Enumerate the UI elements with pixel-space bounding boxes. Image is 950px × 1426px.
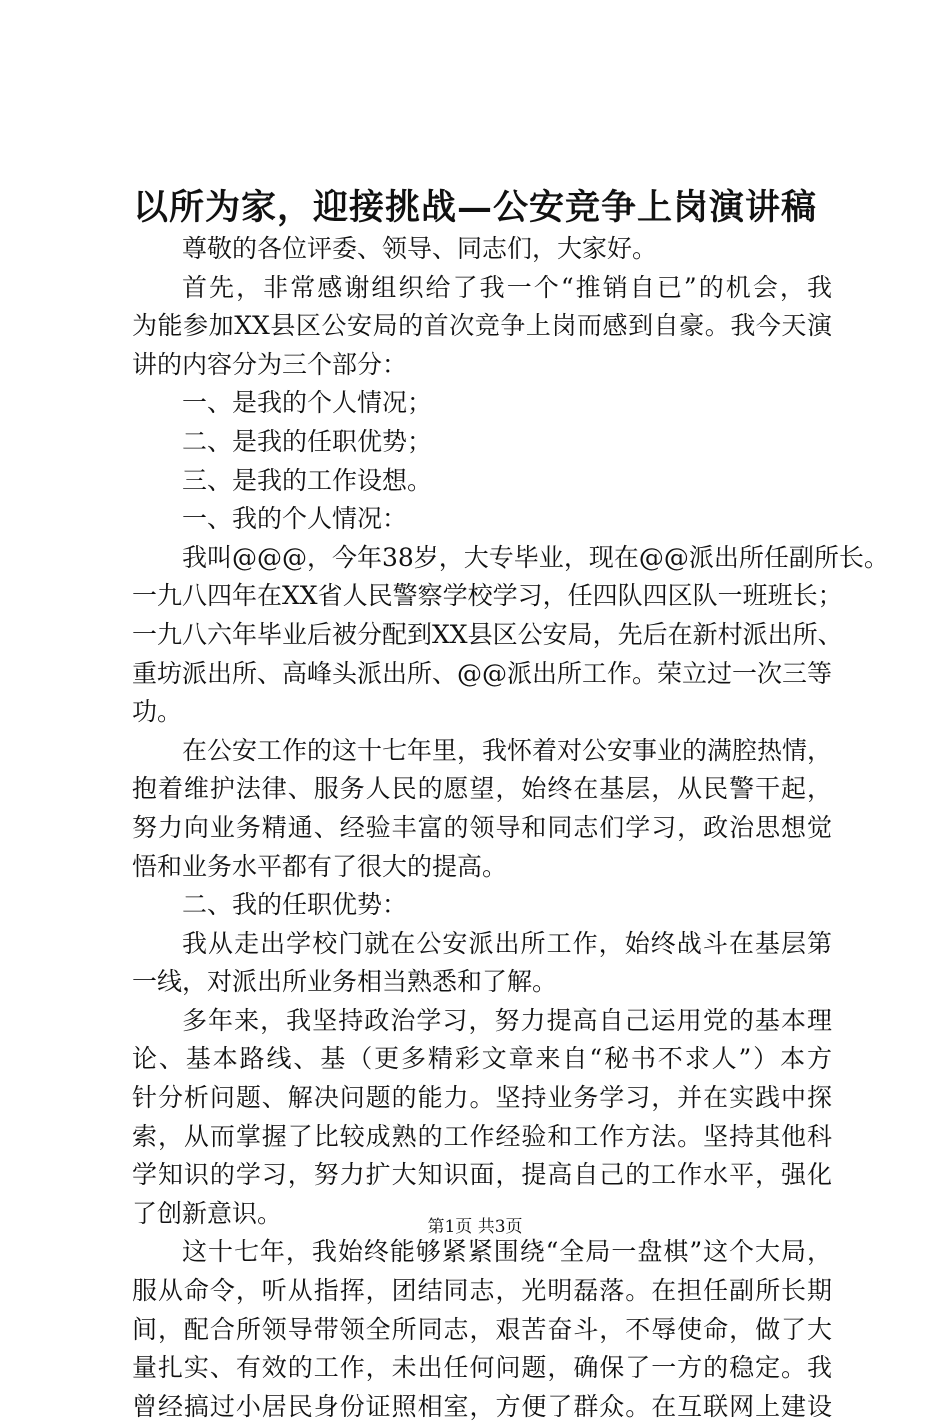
text-line: 在公安工作的这十七年里，我怀着对公安事业的满腔热情， [182,735,833,765]
text-line: 功。 [132,697,183,727]
text-line: 一九八六年毕业后被分配到XX县区公安局，先后在新村派出所、 [132,619,843,649]
text-line: 索，从而掌握了比较成熟的工作经验和工作方法。坚持其他科 [132,1121,832,1151]
text-line: 为能参加XX县区公安局的首次竞争上岗而感到自豪。我今天演 [132,311,832,341]
text-line: 悟和业务水平都有了很大的提高。 [132,851,508,881]
text-line: 三、是我的工作设想。 [182,465,433,495]
text-line: 服从命令，听从指挥，团结同志，光明磊落。在担任副所长期 [132,1276,832,1306]
text-line: 二、是我的任职优势； [182,426,433,456]
text-line: 一线，对派出所业务相当熟悉和了解。 [132,967,558,997]
text-line: 抱着维护法律、服务人民的愿望，始终在基层，从民警干起， [132,774,832,804]
text-line: 讲的内容分为三个部分： [132,349,408,379]
text-line: 曾经搞过小居民身份证照相室，方便了群众。在互联网上建设 [132,1391,832,1421]
text-line: 论、基本路线、基（更多精彩文章来自“秘书不求人”）本方 [132,1044,832,1074]
text-line: 学知识的学习，努力扩大知识面，提高自己的工作水平，强化 [132,1160,832,1190]
text-line: 这十七年，我始终能够紧紧围绕“全局一盘棋”这个大局， [182,1237,832,1267]
text-line: 努力向业务精通、经验丰富的领导和同志们学习，政治思想觉 [132,812,832,842]
document-title: 以所为家，迎接挑战—公安竞争上岗演讲稿 [132,187,817,228]
text-line: 重坊派出所、高峰头派出所、@@派出所工作。荣立过一次三等 [132,658,833,688]
text-line: 一、我的个人情况： [182,504,408,534]
text-line: 多年来，我坚持政治学习，努力提高自己运用党的基本理 [182,1005,832,1035]
text-line: 间，配合所领导带领全所同志，艰苦奋斗，不辱使命，做了大 [132,1314,832,1344]
text-line: 我从走出学校门就在公安派出所工作，始终战斗在基层第 [182,928,832,958]
text-line: 尊敬的各位评委、领导、同志们，大家好。 [182,234,658,263]
text-line: 一、是我的个人情况； [182,388,433,418]
text-line: 针分析问题、解决问题的能力。坚持业务学习，并在实践中探 [132,1083,832,1113]
document-body [132,230,889,1426]
page-footer: 第1页 共3页 [427,1217,523,1237]
text-line: 量扎实、有效的工作，未出任何问题，确保了一方的稳定。我 [132,1353,832,1383]
text-line: 了创新意识。 [132,1198,283,1228]
text-line: 我叫@@@，今年38岁，大专毕业，现在@@派出所任副所长。 [182,542,889,572]
text-line: 一九八四年在XX省人民警察学校学习，任四队四区队一班班长； [132,581,843,611]
text-line: 首先，非常感谢组织给了我一个“推销自已”的机会，我 [182,272,832,302]
text-line: 二、我的任职优势： [182,890,408,920]
